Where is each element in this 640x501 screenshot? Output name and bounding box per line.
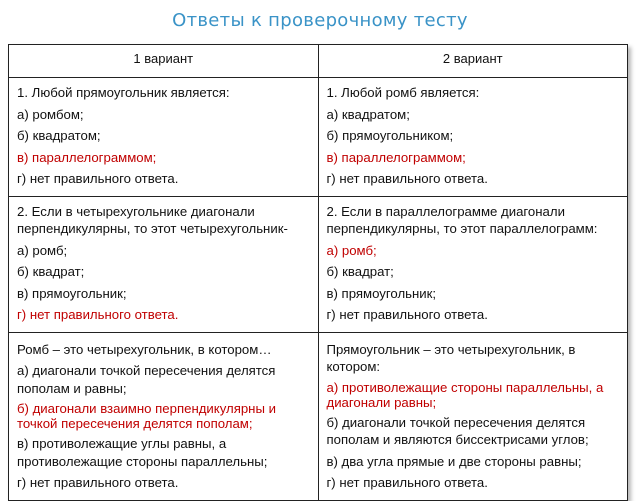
cell-v2-q2 (318, 196, 628, 332)
table-row (9, 78, 628, 197)
answer-option: а) диагонали точкой пересечения делятся пополам и равны; (17, 363, 276, 396)
answer-option: а) квадратом; (326, 106, 410, 122)
answer-option: в) прямоугольник; (326, 285, 437, 301)
question-text: 1. Любой прямоугольник является: (17, 85, 230, 100)
question-text: Прямоугольник – это четырехугольник, в котором: (326, 341, 576, 374)
answer-option-correct: а) противолежащие стороны параллельны, а диагонали равны; (326, 379, 604, 410)
answer-option: а) ромб; (17, 242, 68, 258)
header-variant-1: 1 вариант (9, 45, 319, 78)
answer-option-correct: б) диагонали взаимно перпендикулярны и точкой пересечения делятся пополам; (17, 401, 276, 431)
answer-option: г) нет правильного ответа. (17, 171, 179, 186)
answer-option: б) прямоугольником; (326, 128, 454, 143)
answer-option: б) квадрат; (17, 264, 85, 279)
page-title: Ответы к проверочному тесту (172, 10, 468, 31)
table-row (9, 196, 628, 332)
question-text: 1. Любой ромб является: (326, 85, 480, 100)
answer-option: г) нет правильного ответа. (17, 475, 179, 490)
table-row (9, 332, 628, 500)
answer-option-correct: в) параллелограммом; (17, 149, 157, 165)
cell-v1-q2 (9, 196, 319, 332)
answer-option: в) два угла прямые и две стороны равны; (326, 453, 582, 469)
answer-option: б) квадрат; (326, 264, 394, 279)
answer-option: г) нет правильного ответа. (326, 307, 488, 322)
question-text: 2. Если в параллелограмме диагонали перпендикулярны, то этот параллелограмм: (326, 203, 598, 236)
cell-v1-q1 (9, 78, 319, 197)
answer-option: б) диагонали точкой пересечения делятся пополам и являются биссектрисами углов; (326, 414, 589, 447)
answer-option: в) противолежащие углы равны, а противолежащие стороны параллельны; (17, 436, 268, 469)
answer-option: г) нет правильного ответа. (326, 171, 488, 186)
answer-option-correct: а) ромб; (326, 242, 377, 258)
cell-v2-q1 (318, 78, 628, 197)
answer-option: г) нет правильного ответа. (326, 475, 488, 490)
answer-option: в) прямоугольник; (17, 285, 127, 301)
question-text: Ромб – это четырехугольник, в котором… (17, 341, 272, 357)
answer-option-correct: в) параллелограммом; (326, 149, 466, 165)
cell-v2-q3 (318, 332, 628, 500)
answer-option-correct: г) нет правильного ответа. (17, 307, 179, 322)
answer-option: б) квадратом; (17, 128, 101, 143)
header-variant-2: 2 вариант (318, 45, 628, 78)
table-header-row (9, 45, 628, 78)
question-text: 2. Если в четырехугольнике диагонали перпендикулярны, то этот четырехугольник- (17, 203, 288, 236)
answer-option: а) ромбом; (17, 106, 84, 122)
answers-table (8, 44, 628, 501)
cell-v1-q3 (9, 332, 319, 500)
